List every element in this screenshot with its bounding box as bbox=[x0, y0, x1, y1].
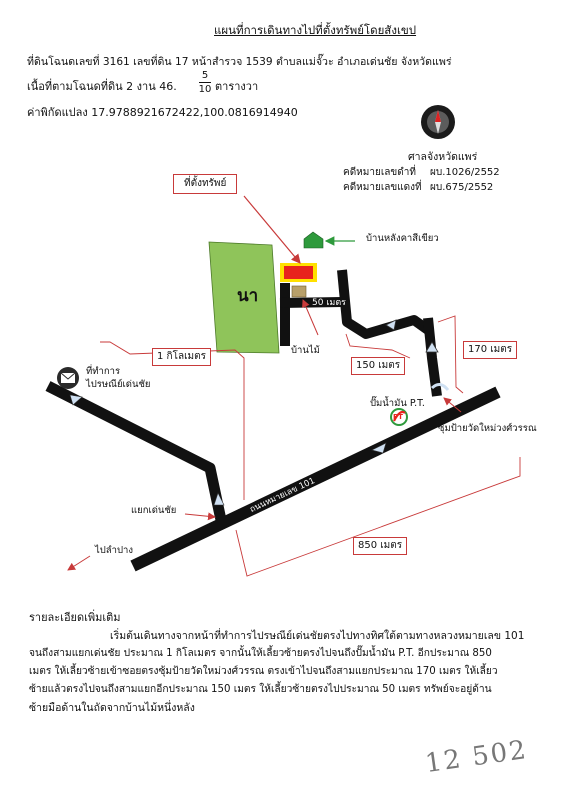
area-suffix: ตารางวา bbox=[215, 80, 259, 93]
highway-101-label-a: ถนนหมายเลข 101 bbox=[91, 420, 159, 462]
green-roof-house bbox=[304, 232, 323, 248]
black-case-number: ผบ.1026/2552 bbox=[430, 167, 500, 178]
bracket-150m bbox=[346, 334, 410, 358]
distance-850m-label: 850 เมตร bbox=[353, 537, 407, 555]
to-lampang-label: ไปลำปาง bbox=[95, 545, 133, 556]
distance-1km-label: 1 กิโลเมตร bbox=[152, 348, 211, 366]
mail-icon bbox=[57, 367, 79, 389]
page-title: แผนที่การเดินทางไปที่ตั้งทรัพย์โดยสังเขป bbox=[214, 23, 417, 37]
distance-170m-label: 170 เมตร bbox=[463, 341, 517, 359]
details-line: จนถึงสามแยกเด่นชัย ประมาณ 1 กิโลเมตร จากนั้นให้เลี้ยวซ้ายตรงไปจนถึงปั๊มน้ำมัน P.T. อีกประมาณ 850 bbox=[29, 648, 492, 659]
gas-station-logo: PT bbox=[393, 413, 403, 421]
coordinates: ค่าพิกัดแปลง 17.9788921672422,100.0816914940 bbox=[27, 106, 298, 119]
black-case-label: คดีหมายเลขดำที่ bbox=[343, 167, 416, 178]
highway-101-main bbox=[133, 392, 498, 566]
compass-icon bbox=[421, 105, 455, 139]
red-case-number: ผบ.675/2552 bbox=[430, 182, 494, 193]
green-roof-house-label: บ้านหลังคาสีเขียว bbox=[366, 233, 439, 244]
details-line: ซ้ายแล้วตรงไปจนถึงสามแยกอีกประมาณ 150 เมตร ให้เลี้ยวซ้ายตรงไปประมาณ 50 เมตร ทรัพย์จะอยู่ด้าน bbox=[29, 684, 492, 695]
distance-150m-label: 150 เมตร bbox=[351, 357, 405, 375]
junction-label: แยกเด่นชัย bbox=[131, 505, 177, 516]
area-fraction-denominator: 10 bbox=[198, 84, 212, 95]
bracket-170m bbox=[438, 316, 463, 393]
property-label: ที่ตั้งทรัพย์ bbox=[173, 174, 237, 194]
deed-info: ที่ดินโฉนดเลขที่ 3161 เลขที่ดิน 17 หน้าสำรวจ 1539 ตำบลแม่จั๊วะ อำเภอเด่นชัย จังหวัดแพร่ bbox=[27, 56, 452, 68]
court-name: ศาลจังหวัดแพร่ bbox=[408, 151, 478, 163]
bracket-850m bbox=[236, 457, 520, 576]
wooden-house bbox=[292, 286, 306, 297]
wooden-house-label: บ้านไม้ bbox=[291, 345, 320, 356]
details-line: เริ่มต้นเดินทางจากหน้าที่ทำการไปรษณีย์เด่นชัยตรงไปทางทิศใต้ตามทางหลวงหมายเลข 101 bbox=[110, 630, 525, 642]
to-lampang-arrow bbox=[68, 556, 90, 570]
post-office-label-2: ไปรษณีย์เด่นชัย bbox=[86, 379, 151, 390]
gas-station-label: ปั๊มน้ำมัน P.T. bbox=[370, 398, 425, 409]
property-building bbox=[284, 266, 313, 279]
field-label: นา bbox=[237, 286, 259, 306]
highway-101-label-b: ถนนหมายเลข 101 bbox=[248, 476, 317, 515]
junction-leader bbox=[185, 514, 215, 517]
post-office-label: ที่ทำการ bbox=[86, 366, 121, 377]
details-line: ซ้ายมือด้านในถัดจากบ้านไม้หนึ่งหลัง bbox=[29, 702, 195, 714]
road-150m bbox=[342, 270, 428, 334]
area-prefix: เนื้อที่ตามโฉนดที่ดิน 2 งาน 46. bbox=[27, 80, 177, 93]
details-heading: รายละเอียดเพิ่มเติม bbox=[29, 611, 121, 624]
red-case-label: คดีหมายเลขแดงที่ bbox=[343, 182, 422, 193]
lane-50m-label: 50 เมตร bbox=[312, 298, 347, 308]
handwritten-note: 12 502 bbox=[423, 734, 530, 780]
details-line: เมตร ให้เลี้ยวซ้ายเข้าซอยตรงซุ้มป้ายวัดใหม่วงศ์วรรณ ตรงเข้าไปจนถึงสามแยกประมาณ 170 เมตร ให้เลี้ยว bbox=[29, 666, 498, 677]
temple-arch-label: ซุ้มป้ายวัดใหม่วงศ์วรรณ bbox=[438, 423, 537, 434]
area-fraction-numerator: 5 bbox=[201, 70, 209, 81]
